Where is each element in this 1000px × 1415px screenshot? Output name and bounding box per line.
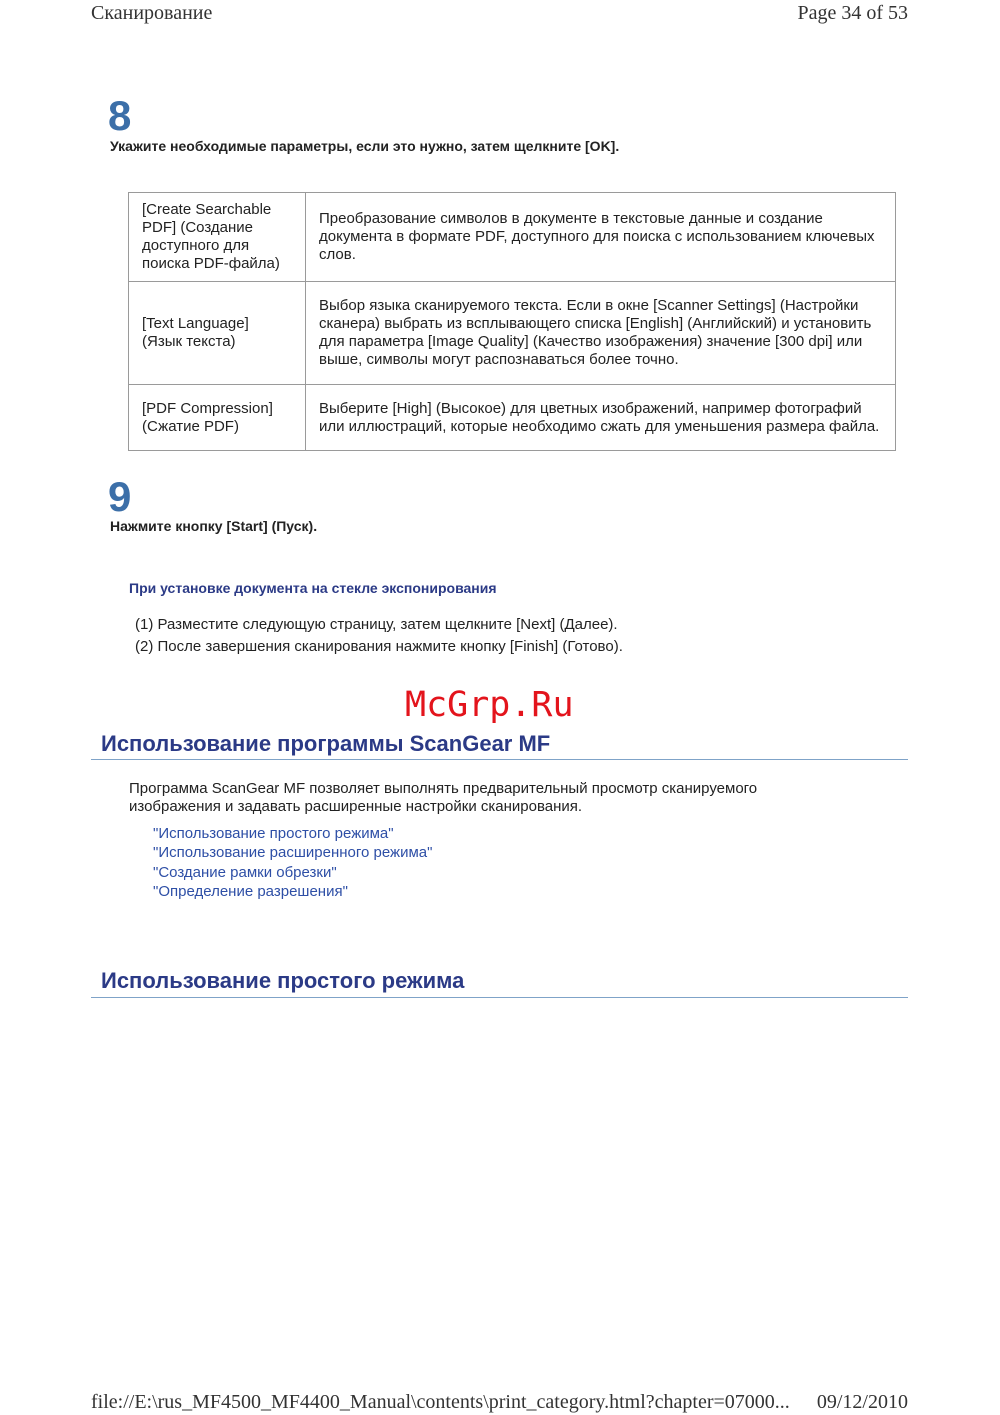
section-title-scangear: Использование программы ScanGear MF: [101, 731, 551, 756]
footer-file-path: file://E:\rus_MF4500_MF4400_Manual\contents\print_category.html?chapter=07000...: [91, 1391, 790, 1413]
section-divider: [91, 759, 908, 760]
header-page-number: Page 34 of 53: [797, 2, 908, 24]
table-cell-setting: [PDF Compression] (Сжатие PDF): [129, 385, 306, 451]
link-list: [153, 824, 432, 901]
table-cell-description: Выбор языка сканируемого текста. Если в окне [Scanner Settings] (Настройки сканера) выбрать из всплывающего списка [English] (Английский) и установить для параметра [Image Quality] (Качество изображения) значение [300 dpi] или выше, символы могут распознаваться более точно.: [306, 282, 896, 385]
numbered-list: [135, 614, 623, 658]
step-8-instruction: Укажите необходимые параметры, если это нужно, затем щелкните [OK].: [110, 138, 620, 154]
link-simple-mode[interactable]: "Использование простого режима": [153, 825, 394, 842]
glass-subheading: При установке документа на стекле экспонирования: [129, 580, 497, 596]
step-9-number: 9: [108, 473, 132, 520]
table-row: [129, 385, 896, 451]
table-cell-description: Выберите [High] (Высокое) для цветных изображений, например фотографий или иллюстраций, которые необходимо сжать для уменьшения размера файла.: [306, 385, 896, 451]
table-cell-description: Преобразование символов в документе в текстовые данные и создание документа в формате PDF, доступного для поиска с использованием ключевых слов.: [306, 193, 896, 282]
step-8-number: 8: [108, 92, 132, 139]
footer-date: 09/12/2010: [816, 1391, 908, 1413]
table-cell-setting: [Create Searchable PDF] (Создание доступного для поиска PDF-файла): [129, 193, 306, 282]
table-row: [129, 282, 896, 385]
link-advanced-mode[interactable]: "Использование расширенного режима": [153, 844, 433, 862]
settings-table: [128, 192, 896, 451]
section-intro: Программа ScanGear MF позволяет выполнять предварительный просмотр сканируемого изображения и задавать расширенные настройки сканирования.: [129, 780, 758, 815]
list-item: (1) Разместите следующую страницу, затем щелкните [Next] (Далее).: [135, 616, 618, 633]
section-divider: [91, 997, 908, 998]
link-crop-frame[interactable]: "Создание рамки обрезки": [153, 863, 337, 881]
list-item: (2) После завершения сканирования нажмите кнопку [Finish] (Готово).: [135, 638, 623, 655]
table-cell-setting: [Text Language] (Язык текста): [129, 282, 306, 385]
step-9-instruction: Нажмите кнопку [Start] (Пуск).: [110, 518, 318, 534]
table-row: [129, 193, 896, 282]
header-section-title: Сканирование: [91, 2, 213, 24]
watermark-logo: McGrp.Ru: [405, 685, 574, 725]
link-resolution[interactable]: "Определение разрешения": [153, 882, 348, 900]
section-title-simple-mode: Использование простого режима: [101, 968, 465, 993]
